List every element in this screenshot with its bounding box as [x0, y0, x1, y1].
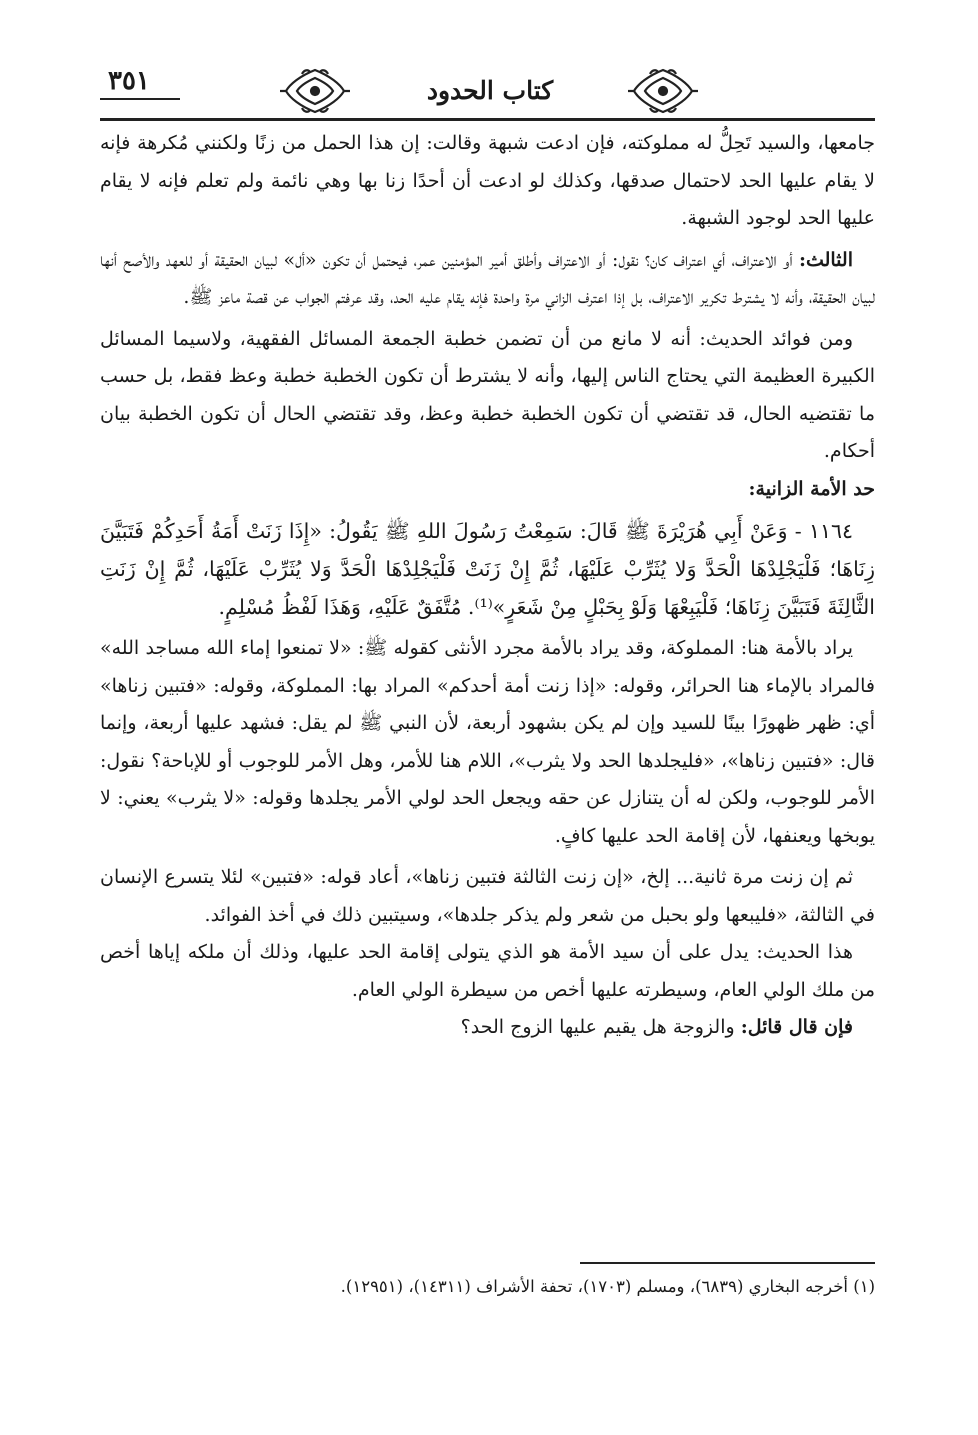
page-number-underline: [100, 98, 180, 100]
paragraph-explanation: يراد بالأمة هنا: المملوكة، وقد يراد بالأمة مجرد الأنثى كقوله ﷺ: «لا تمنعوا إماء الله مساجد الله» فالمراد بالإماء هنا الحرائر، وقوله: «إذا زنت أمة أحدكم» المراد بها: المملوكة، وقوله: «فتبين زناها» أي: ظهر ظهورًا بينًا للسيد وإن لم يكن بشهود أربعة، لأن النبي ﷺ لم يقل: فشهد عليها أربعة، وإنما قال: «فتبين زناها»، «فليجلدها الحد ولا يثرب»، اللام هنا للأمر، وهل الأمر للوجوب أو للإباحة؟ نقول: الأمر للوجوب، ولكن له أن يتنازل عن حقه ويجعل الحد لولي الأمر يجلدها وقوله: «لا يثرب» يعني: لا يوبخها ويعنفها، لأن إقامة الحد عليها كافٍ.: [100, 637, 875, 847]
paragraph-benefits: ومن فوائد الحديث: أنه لا مانع من أن تضمن خطبة الجمعة المسائل الفقهية، ولاسيما المسائل الكبيرة العظيمة التي يحتاج الناس إليها، وأنه لا يشترط أن تكون الخطبة خطبة وعظ فقط، بل حسب ما تقتضيه الحال، قد تقتضي أن تكون الخطبة خطبة وعظ، وقد تقتضي الحال أن تكون الخطبة بيان أحكام.: [100, 327, 875, 462]
footnote-separator: [580, 1262, 875, 1264]
paragraph-third-condition: [100, 242, 875, 317]
section-heading: حد الأمة الزانية:: [748, 477, 875, 500]
page-number: ٣٥١: [108, 66, 150, 96]
right-ornament-icon: [628, 66, 698, 116]
paragraph-lead: الثالث:: [798, 248, 853, 271]
paragraph-question: [100, 1009, 875, 1047]
paragraph-text: أو الاعتراف، أي اعتراف كان؟ نقول: أو الاعتراف وأطلق أمير المؤمنين عمر، فيحتمل أن تكون «أل» لبيان الحقيقة أو للعهد والأصح أنها لبيان الحقيقة، وأنه لا يشترط تكرير الاعتراف، بل إذا اعترف الزاني مرة واحدة فإنه يقام عليه الحد، وقد عرفتم الجواب عن قصة ماعز ﷺ.: [100, 248, 875, 308]
paragraph-second-time: ثم إن زنت مرة ثانية... إلخ، «إن زنت الثالثة فتبين زناها»، أعاد قوله: «فتبين» لئلا يتسرع الإنسان في الثالثة، «فليبعها ولو بحبل من شعر ولم يذكر جلدها»، وسيتبين ذلك في أخذ الفوائد.: [100, 866, 875, 926]
paragraph-hadith-indication: هذا الحديث: يدل على أن سيد الأمة هو الذي يتولى إقامة الحد عليها، وذلك أن ملكه إياها أخص من ملك الولي العام، وسيطرته عليها أخص من سيطرة الولي العام.: [100, 941, 875, 1001]
book-title: كتاب الحدود: [426, 76, 554, 105]
paragraph-continuation: جامعها، والسيد تَحِلُّ له مملوكته، فإن ادعت شبهة وقالت: إن هذا الحمل من زنًا ولكنني مُكرهة فإنه لا يقام عليها الحد لاحتمال صدقها، وكذلك لو ادعت أن أحدًا زنا بها وهي نائمة ولم تعلم فإنه لا يقام عليها الحد لوجود الشبهة.: [100, 132, 875, 229]
left-ornament-icon: [280, 66, 350, 116]
hadith-text: ١١٦٤ - وَعَنْ أَبِي هُرَيْرَةَ ﷺ قَالَ: سَمِعْتُ رَسُولَ اللهِ ﷺ يَقُولُ: «إِذَا زَنَتْ أَمَةُ أَحَدِكُمْ فَتَبَيَّنَ زِنَاهَا؛ فَلْيَجْلِدْهَا الْحَدَّ وَلا يُثَرِّبْ عَلَيْهَا، ثُمَّ إِنْ زَنَتْ فَلْيَجْلِدْهَا الْحَدَّ وَلا يُثَرِّبْ عَلَيْهَا، ثُمَّ إِنْ زَنَتِ الثَّالِثَةَ فَتَبَيَّنَ زِنَاهَا؛ فَلْيَبِعْهَا وَلَوْ بِحَبْلٍ مِنْ شَعَرٍ»⁽¹⁾. مُتَّفَقٌ عَلَيْهِ، وَهَذَا لَفْظُ مُسْلِمٍ.: [100, 519, 875, 619]
footnote: (١) أخرجه البخاري (٦٨٣٩)، ومسلم (١٧٠٣)، تحفة الأشراف (١٤٣١١)، (١٢٩٥١).: [340, 1277, 875, 1296]
main-text: [100, 125, 875, 1047]
page-header: [100, 60, 875, 122]
paragraph-lead: فإن قال قائل:: [740, 1016, 853, 1038]
header-rule: [100, 118, 875, 121]
paragraph-text: والزوجة هل يقيم عليها الزوج الحد؟: [460, 1016, 741, 1038]
